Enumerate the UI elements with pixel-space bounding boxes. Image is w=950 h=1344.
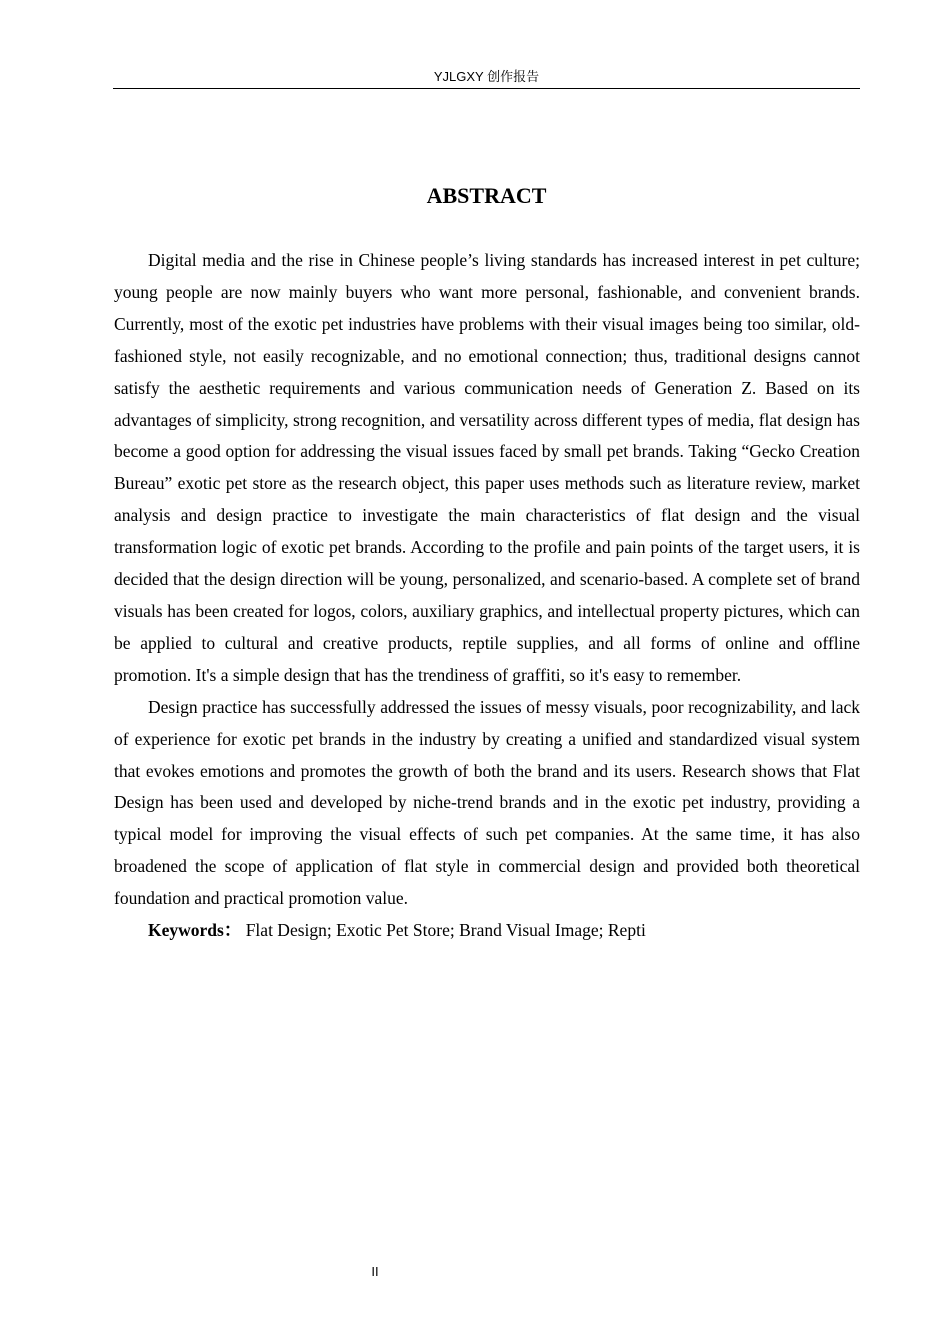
header-rule bbox=[113, 88, 860, 89]
abstract-paragraph-1: Digital media and the rise in Chinese people’s living standards has increased interest in pet culture; young people are now mainly buyers who want more personal, fashionable, and convenient brands. Currently, most of the exotic pet industries have problems with their visual images being too similar, old-fashioned style, not easily recognizable, and no emotional connection; thus, traditional designs cannot satisfy the aesthetic requirements and various communication needs of Generation Z. Based on its advantages of simplicity, strong recognition, and versatility across different types of media, flat design has become a good option for addressing the visual issues faced by small pet brands. Taking “Gecko Creation Bureau” exotic pet store as the research object, this paper uses methods such as literature review, market analysis and design practice to investigate the main characteristics of flat design and the visual transformation logic of exotic pet brands. According to the profile and pain points of the target users, it is decided that the design direction will be young, personalized, and scenario-based. A complete set of brand visuals has been created for logos, colors, auxiliary graphics, and intellectual property pictures, which can be applied to cultural and creative products, reptile supplies, and all forms of online and offline promotion. It's a simple design that has the trendiness of graffiti, so it's easy to remember. bbox=[114, 250, 860, 685]
abstract-paragraph-2: Design practice has successfully addressed the issues of messy visuals, poor recognizability, and lack of experience for exotic pet brands in the industry by creating a unified and standardized visual system that evokes emotions and promotes the growth of both the brand and its users. Research shows that Flat Design has been used and developed by niche-trend brands and in the exotic pet industry, providing a typical model for improving the visual effects of such pet companies. At the same time, it has also broadened the scope of application of flat style in commercial design and provided both theoretical foundation and practical promotion value. bbox=[114, 696, 860, 909]
keywords-line bbox=[114, 915, 860, 947]
page-number: II bbox=[371, 1264, 379, 1279]
keywords-label: Keywords： bbox=[148, 920, 242, 941]
abstract-body bbox=[114, 245, 860, 947]
page-header: YJLGXY 创作报告 bbox=[433, 69, 540, 84]
keywords-text: Flat Design; Exotic Pet Store; Brand Visual Image; Repti bbox=[245, 920, 646, 941]
abstract-title: ABSTRACT bbox=[426, 183, 547, 208]
